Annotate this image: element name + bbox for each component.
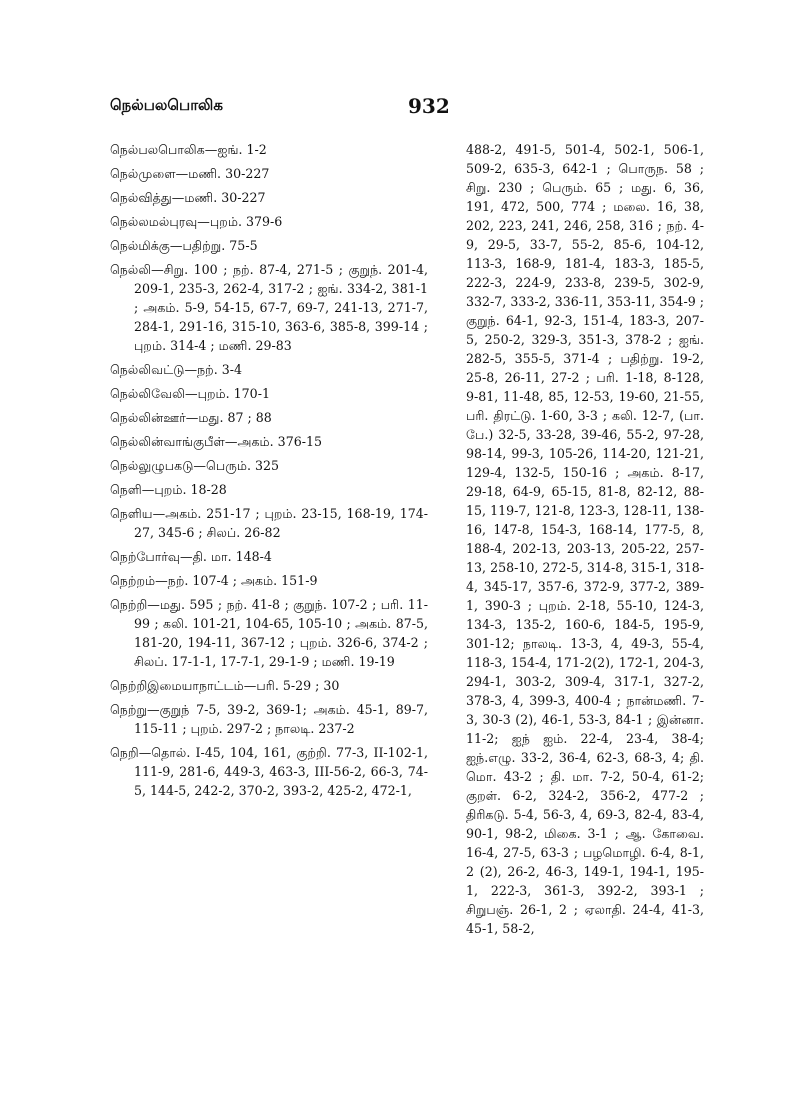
index-entry: நெற்றி—மது. 595 ; நற். 41-8 ; குறுந். 107-2 ; பரி. 11-99 ; கலி. 101-21, 104-65, 105-10 ; அகம். 87-5, 181-20, 194-11, 367-12 ; புறம். 326-6, 374-2 ; சிலப். 17-1-1, 17-7-1, 29-1-9 ; மணி. 19-19	[110, 597, 428, 669]
index-entry: நெளி—புறம். 18-28	[110, 482, 227, 497]
index-entry: நெற்று—குறுந் 7-5, 39-2, 369-1; அகம். 45-1, 89-7, 115-11 ; புறம். 297-2 ; நாலடி. 237-2	[110, 702, 428, 736]
index-entry: நெறி—தொல். I-45, 104, 161, குற்றி. 77-3, II-102-1, 111-9, 281-6, 449-3, 463-3, III-56-2, 66-3, 74-5, 144-5, 242-2, 370-2, 393-2, 425-2, 472-1,	[110, 745, 428, 798]
index-entry: நெற்றிஇமையாநாட்டம்—பரி. 5-29 ; 30	[110, 678, 340, 693]
index-entry: நெல்லின்வாங்குபீள்—அகம். 376-15	[110, 434, 322, 449]
index-entry: நெற்போர்வு—தி. மா. 148-4	[110, 549, 272, 564]
head-word: நெல்பலபொலிக	[110, 96, 223, 114]
index-entry: நெல்மிக்கு—பதிற்று. 75-5	[110, 238, 258, 253]
right-column	[466, 140, 704, 943]
index-entry: நெல்லுழுபகடு—பெரும். 325	[110, 458, 280, 473]
index-entry: நெல்லமல்புரவு—புறம். 379-6	[110, 214, 283, 229]
index-entry: நெல்பலபொலிக—ஐங். 1-2	[110, 142, 267, 157]
index-entry: நெல்லிவட்டு—நற். 3-4	[110, 362, 243, 377]
page-header	[110, 96, 710, 124]
index-entry: நெளிய—அகம். 251-17 ; புறம். 23-15, 168-19, 174-27, 345-6 ; சிலப். 26-82	[110, 506, 428, 540]
index-entry: நெல்லி—சிறு. 100 ; நற். 87-4, 271-5 ; குறுந். 201-4, 209-1, 235-3, 262-4, 317-2 ; ஐங். 334-2, 381-1 ; அகம். 5-9, 54-15, 67-7, 69-7, 241-13, 271-7, 284-1, 291-16, 315-10, 363-6, 385-8, 399-14 ; புறம். 314-4 ; மணி. 29-83	[110, 262, 428, 353]
index-entry-continued: 488-2, 491-5, 501-4, 502-1, 506-1, 509-2, 635-3, 642-1 ; பொருந. 58 ; சிறு. 230 ; பெரும். 65 ; மது. 6, 36, 191, 472, 500, 774 ; மலை. 16, 38, 202, 223, 241, 246, 258, 316 ; நற். 4-9, 29-5, 33-7, 55-2, 85-6, 104-12, 113-3, 168-9, 181-4, 183-3, 185-5, 222-3, 224-9, 233-8, 239-5, 302-9, 332-7, 333-2, 336-11, 353-11, 354-9 ; குறுந். 64-1, 92-3, 151-4, 183-3, 207-5, 250-2, 329-3, 351-3, 378-2 ; ஐங். 282-5, 355-5, 371-4 ; பதிற்று. 19-2, 25-8, 26-11, 27-2 ; பரி. 1-18, 8-128, 9-81, 11-48, 85, 12-53, 19-60, 21-55, பரி. திரட்டு. 1-60, 3-3 ; கலி. 12-7, (பா. பே.) 32-5, 33-28, 39-46, 55-2, 97-28, 98-14, 99-3, 105-26, 114-20, 121-21, 129-4, 132-5, 150-16 ; அகம். 8-17, 29-18, 64-9, 65-15, 81-8, 82-12, 88-15, 119-7, 121-8, 123-3, 128-11, 138-16, 147-8, 154-3, 168-14, 177-5, 8, 188-4, 202-13, 203-13, 205-22, 257-13, 258-10, 272-5, 314-8, 315-1, 318-4, 345-17, 357-6, 372-9, 377-2, 389-1, 390-3 ; புறம். 2-18, 55-10, 124-3, 134-3, 135-2, 160-6, 184-5, 195-9, 301-12; நாலடி. 13-3, 4, 49-3, 55-4, 118-3, 154-4, 171-2(2), 172-1, 204-3, 294-1, 303-2, 309-4, 317-1, 327-2, 378-3, 4, 399-3, 400-4 ; நான்மணி. 7-3, 30-3 (2), 46-1, 53-3, 84-1 ; இன்னா. 11-2; ஐந் ஐம். 22-4, 23-4, 38-4; ஐந்.எழு. 33-2, 36-4, 62-3, 68-3, 4; தி. மொ. 43-2 ; தி. மா. 7-2, 50-4, 61-2; குறள். 6-2, 324-2, 356-2, 477-2 ; திரிகடு. 5-4, 56-3, 4, 69-3, 82-4, 83-4, 90-1, 98-2, மிகை. 3-1 ; ஆ. கோவை. 16-4, 27-5, 63-3 ; பழமொழி. 6-4, 8-1, 2 (2), 26-2, 46-3, 149-1, 194-1, 195-1, 222-3, 361-3, 392-2, 393-1 ; சிறுபஞ். 26-1, 2 ; ஏலாதி. 24-4, 41-3, 45-1, 58-2,	[466, 142, 704, 936]
index-entry: நெல்முளை—மணி. 30-227	[110, 166, 270, 181]
left-column	[110, 140, 428, 805]
index-entry: நெல்லிவேலி—புறம். 170-1	[110, 386, 270, 401]
index-entry: நெல்வித்து—மணி. 30-227	[110, 190, 266, 205]
index-entry: நெற்றம்—நற். 107-4 ; அகம். 151-9	[110, 573, 318, 588]
index-entry: நெல்லின்ஊர்—மது. 87 ; 88	[110, 410, 272, 425]
page-number: 932	[408, 94, 450, 118]
